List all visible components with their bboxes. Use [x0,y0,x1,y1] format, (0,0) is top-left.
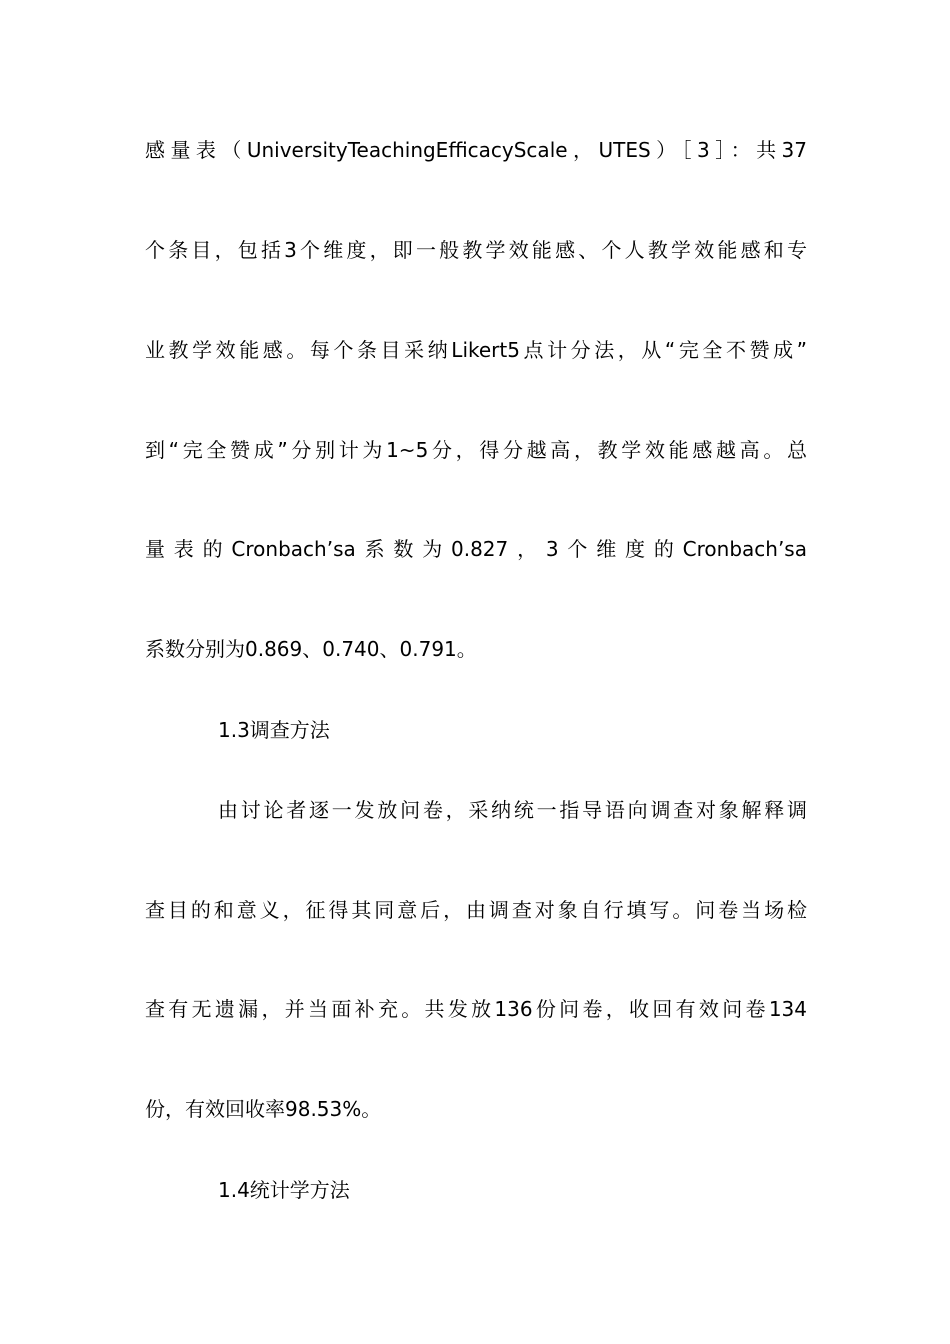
section-heading-1-3: 1.3调查方法 [218,718,330,742]
text-line: 到“完全赞成”分别计为1~5分，得分越高，教学效能感越高。总 [145,438,807,462]
text-line: 个条目，包括3个维度，即一般教学效能感、个人教学效能感和专 [145,238,807,262]
text-line: 业教学效能感。每个条目采纳Likert5点计分法，从“完全不赞成” [145,338,807,362]
text-line: 系数分别为0.869、0.740、0.791。 [145,637,477,661]
text-line: 查有无遗漏，并当面补充。共发放136份问卷，收回有效问卷134 [145,997,807,1021]
text-line: 感量表（UniversityTeachingEfficacyScale，UTES）［3］：共37 [145,138,807,162]
section-heading-1-4: 1.4统计学方法 [218,1178,350,1202]
text-line: 量表的Cronbach’sa系数为0.827，3个维度的Cronbach’sa [145,537,807,561]
text-line: 查目的和意义，征得其同意后，由调查对象自行填写。问卷当场检 [145,898,807,922]
text-line: 由讨论者逐一发放问卷，采纳统一指导语向调查对象解释调 [218,798,807,822]
text-line: 份，有效回收率98.53%。 [145,1097,382,1121]
